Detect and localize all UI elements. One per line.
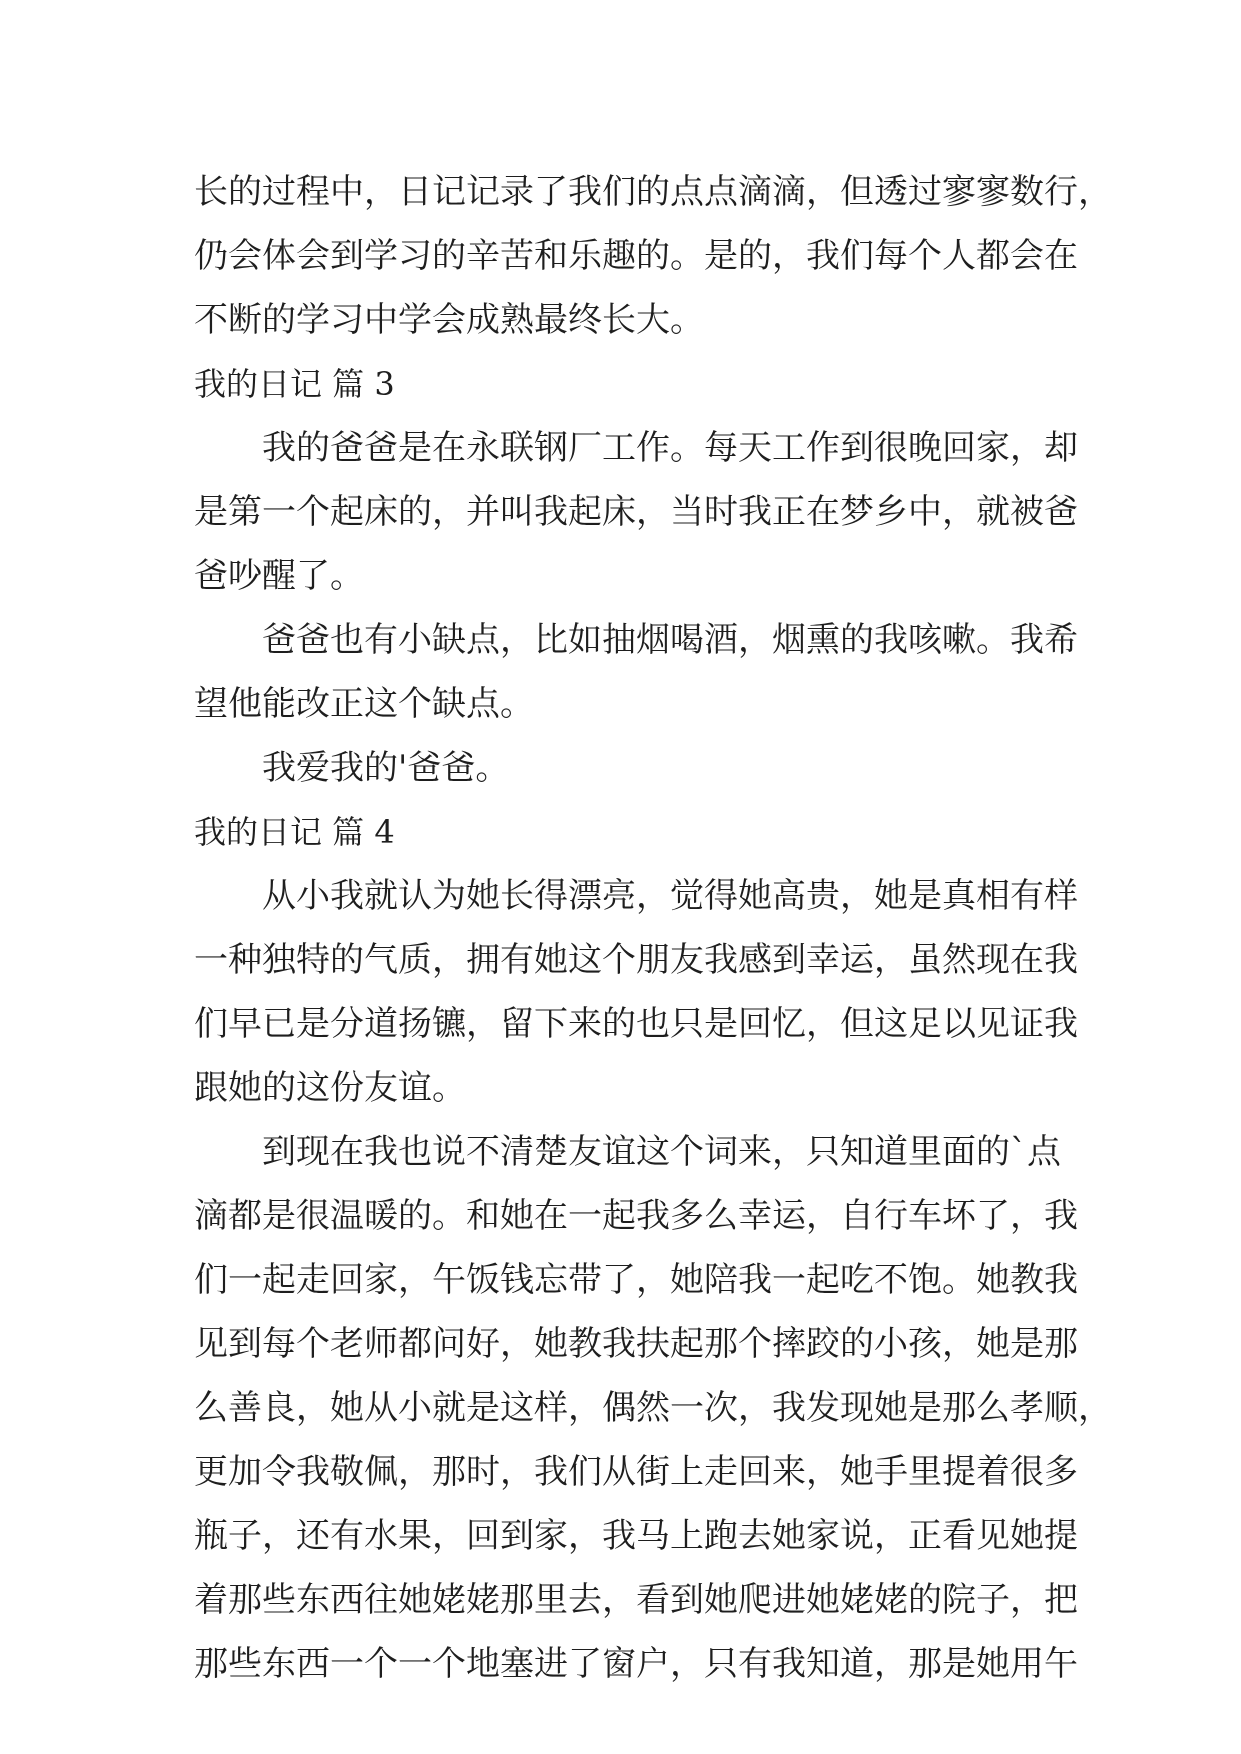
text-line: 那些东西一个一个地塞进了窗户，只有我知道，那是她用午 <box>194 1644 1078 1684</box>
text-line: 不断的学习中学会成熟最终长大。 <box>194 300 704 340</box>
text-line: 爸爸也有小缺点，比如抽烟喝酒，烟熏的我咳嗽。我希 <box>262 620 1078 660</box>
text-line: 更加令我敬佩，那时，我们从街上走回来，她手里提着很多 <box>194 1452 1078 1492</box>
text-line: 到现在我也说不清楚友谊这个词来，只知道里面的`点 <box>262 1132 1061 1172</box>
text-line: 们早已是分道扬镳，留下来的也只是回忆，但这足以见证我 <box>194 1004 1078 1044</box>
section-heading: 我的日记 篇 3 <box>194 365 395 403</box>
text-line: 仍会体会到学习的辛苦和乐趣的。是的，我们每个人都会在 <box>194 236 1078 276</box>
text-line: 是第一个起床的，并叫我起床，当时我正在梦乡中，就被爸 <box>194 492 1078 532</box>
text-line: 一种独特的气质，拥有她这个朋友我感到幸运，虽然现在我 <box>194 940 1078 980</box>
text-line: 从小我就认为她长得漂亮，觉得她高贵，她是真相有样 <box>262 876 1078 916</box>
text-line: 长的过程中，日记记录了我们的点点滴滴，但透过寥寥数行， <box>194 172 1112 212</box>
section-heading: 我的日记 篇 4 <box>194 813 395 851</box>
text-line: 见到每个老师都问好，她教我扶起那个摔跤的小孩，她是那 <box>194 1324 1078 1364</box>
text-line: 跟她的这份友谊。 <box>194 1068 466 1108</box>
text-line: 我爱我的'爸爸。 <box>262 748 510 788</box>
text-line: 望他能改正这个缺点。 <box>194 684 534 724</box>
text-line: 我的爸爸是在永联钢厂工作。每天工作到很晚回家，却 <box>262 428 1078 468</box>
text-line: 滴都是很温暖的。和她在一起我多么幸运，自行车坏了，我 <box>194 1196 1078 1236</box>
text-line: 么善良，她从小就是这样，偶然一次，我发现她是那么孝顺， <box>194 1388 1112 1428</box>
text-line: 爸吵醒了。 <box>194 556 364 596</box>
text-line: 们一起走回家，午饭钱忘带了，她陪我一起吃不饱。她教我 <box>194 1260 1078 1300</box>
document-body <box>194 160 1112 1696</box>
text-line: 瓶子，还有水果，回到家，我马上跑去她家说，正看见她提 <box>194 1516 1078 1556</box>
text-line: 着那些东西往她姥姥那里去，看到她爬进她姥姥的院子，把 <box>194 1580 1078 1620</box>
